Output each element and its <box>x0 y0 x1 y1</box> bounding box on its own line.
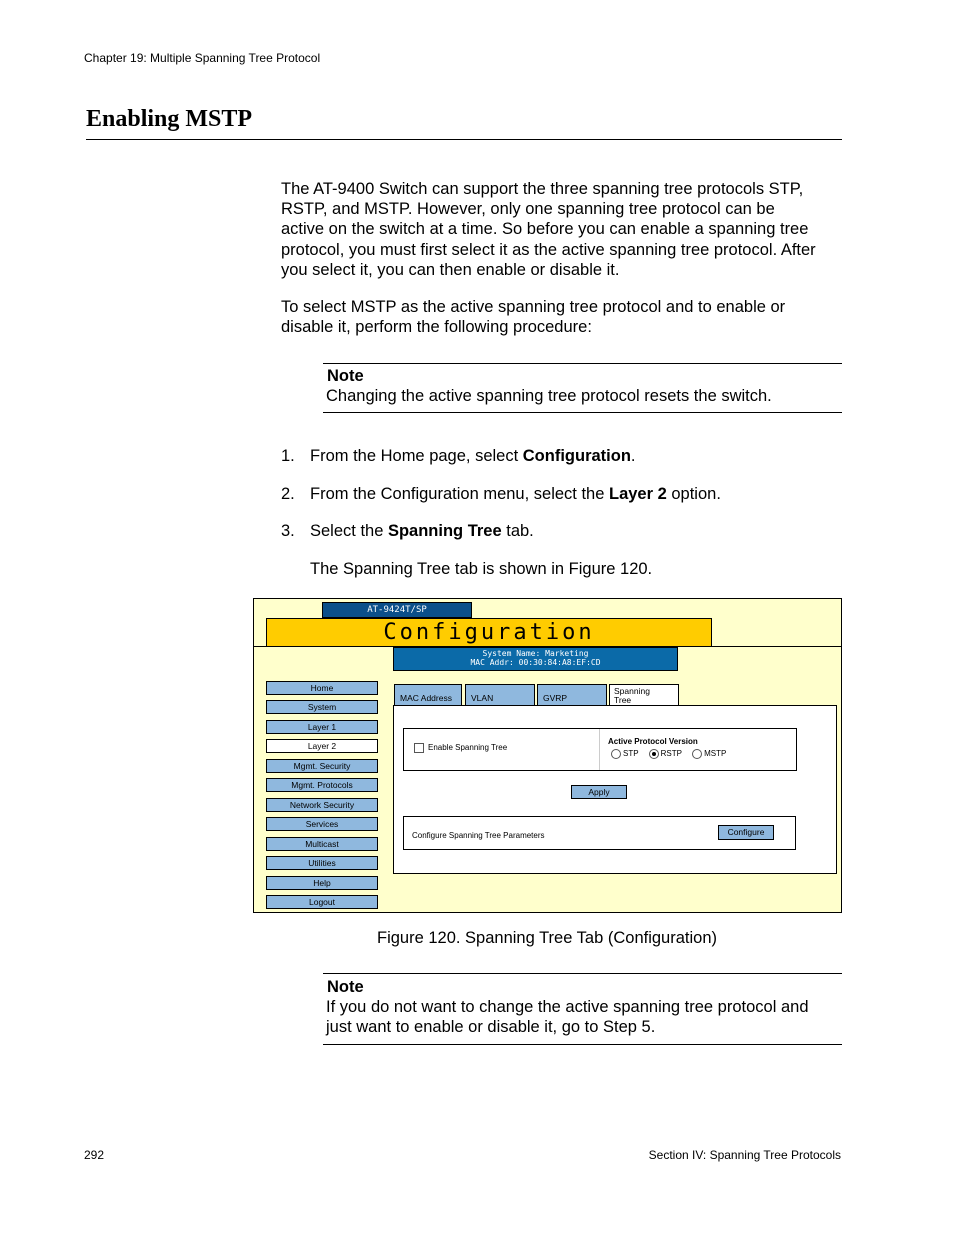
configure-params-label: Configure Spanning Tree Parameters <box>412 831 545 840</box>
nav-multicast[interactable]: Multicast <box>266 837 378 851</box>
title-rule <box>86 139 842 140</box>
step-3 <box>281 522 534 541</box>
nav-mgmt-protocols[interactable]: Mgmt. Protocols <box>266 778 378 792</box>
nav-services[interactable]: Services <box>266 817 378 831</box>
step-text: From the Home page, select <box>310 447 523 465</box>
configure-params-box <box>403 816 796 850</box>
figure-caption: Figure 120. Spanning Tree Tab (Configuration) <box>377 929 717 947</box>
spanning-tree-panel <box>393 705 837 874</box>
protocol-version-heading: Active Protocol Version <box>608 737 698 746</box>
rstp-radio[interactable] <box>649 749 659 759</box>
page-number: 292 <box>84 1148 105 1162</box>
apply-button[interactable]: Apply <box>571 785 627 799</box>
tab-label: MAC Address <box>400 693 452 703</box>
tab-label: Tree <box>614 695 632 705</box>
intro-line: The AT-9400 Switch can support the three spanning tree protocols STP, <box>281 180 804 198</box>
step-ui-term: Configuration <box>522 447 631 465</box>
tab-mac-address[interactable] <box>394 684 462 705</box>
system-name: System Name: Marketing <box>482 649 589 658</box>
stp-label: STP <box>623 749 639 759</box>
tab-spanning-tree[interactable] <box>609 684 679 706</box>
nav-mgmt-security[interactable]: Mgmt. Security <box>266 759 378 773</box>
intro-line: protocol, you must first select it as the active spanning tree protocol. After <box>281 240 816 259</box>
step-text: tab. <box>501 522 534 540</box>
step-text: Select the <box>310 522 388 540</box>
nav-logout[interactable]: Logout <box>266 895 378 909</box>
running-header: Chapter 19: Multiple Spanning Tree Protocol <box>84 51 321 65</box>
configure-button[interactable]: Configure <box>718 825 774 840</box>
note-text: Changing the active spanning tree protocol resets the switch. <box>326 387 772 406</box>
enable-spanning-tree-row[interactable] <box>414 743 507 753</box>
nav-network-security[interactable]: Network Security <box>266 798 378 812</box>
step-text: . <box>630 447 636 465</box>
stp-radio[interactable] <box>611 749 621 759</box>
intro-line: RSTP, and MSTP. However, only one spanning tree protocol can be <box>281 200 775 219</box>
step-1 <box>281 447 636 466</box>
step-ui-term: Spanning Tree <box>387 522 502 540</box>
nav-layer2[interactable]: Layer 2 <box>266 739 378 753</box>
note-heading: Note <box>327 367 364 385</box>
figure-reference: The Spanning Tree tab is shown in Figure 120. <box>310 560 653 578</box>
intro-line: you select it, you can then enable or disable it. <box>281 260 620 279</box>
step-2 <box>281 485 721 504</box>
note-line: just want to enable or disable it, go to Step 5. <box>326 1018 656 1037</box>
note-line: If you do not want to change the active spanning tree protocol and <box>326 998 809 1017</box>
step-number: 1. <box>281 447 295 465</box>
nav-help[interactable]: Help <box>266 876 378 890</box>
step-ui-term: Layer 2 <box>608 485 667 503</box>
mstp-radio[interactable] <box>692 749 702 759</box>
configuration-banner: Configuration <box>266 618 712 647</box>
mac-address: MAC Addr: 00:30:84:A8:EF:CD <box>470 658 601 667</box>
nav-system[interactable]: System <box>266 700 378 714</box>
model-bar: AT-9424T/SP <box>322 602 472 618</box>
note-heading: Note <box>327 978 364 996</box>
tab-gvrp[interactable] <box>537 684 607 705</box>
nav-utilities[interactable]: Utilities <box>266 856 378 870</box>
running-footer: Section IV: Spanning Tree Protocols <box>648 1148 841 1162</box>
box-divider <box>599 729 600 770</box>
tab-label: GVRP <box>543 693 568 703</box>
procedure-intro <box>281 297 846 337</box>
protocol-settings-box <box>403 728 797 771</box>
intro-line: active on the switch at a time. So before you can enable a spanning tree <box>281 220 809 239</box>
procedure-intro-line: disable it, perform the following procedure: <box>281 318 592 337</box>
protocol-radio-group <box>611 749 726 759</box>
enable-spanning-tree-label: Enable Spanning Tree <box>428 743 508 753</box>
mstp-label: MSTP <box>704 749 727 759</box>
spanning-tree-screenshot <box>253 598 842 913</box>
note-box <box>323 363 842 413</box>
tab-label: VLAN <box>471 693 494 703</box>
intro-paragraph <box>281 179 846 280</box>
step-text: option. <box>666 485 721 503</box>
tab-label: Spanning <box>614 686 650 696</box>
procedure-intro-line: To select MSTP as the active spanning tree protocol and to enable or <box>281 298 786 316</box>
note-box <box>323 973 842 1045</box>
step-number: 2. <box>281 485 295 503</box>
nav-home[interactable]: Home <box>266 681 378 695</box>
section-title: Enabling MSTP <box>86 106 253 132</box>
rstp-label: RSTP <box>660 749 682 759</box>
system-info-bar <box>393 647 678 671</box>
step-text: From the Configuration menu, select the <box>310 485 609 503</box>
tab-vlan[interactable] <box>465 684 535 705</box>
enable-spanning-tree-checkbox[interactable] <box>414 743 424 753</box>
step-number: 3. <box>281 522 295 540</box>
nav-layer1[interactable]: Layer 1 <box>266 720 378 734</box>
